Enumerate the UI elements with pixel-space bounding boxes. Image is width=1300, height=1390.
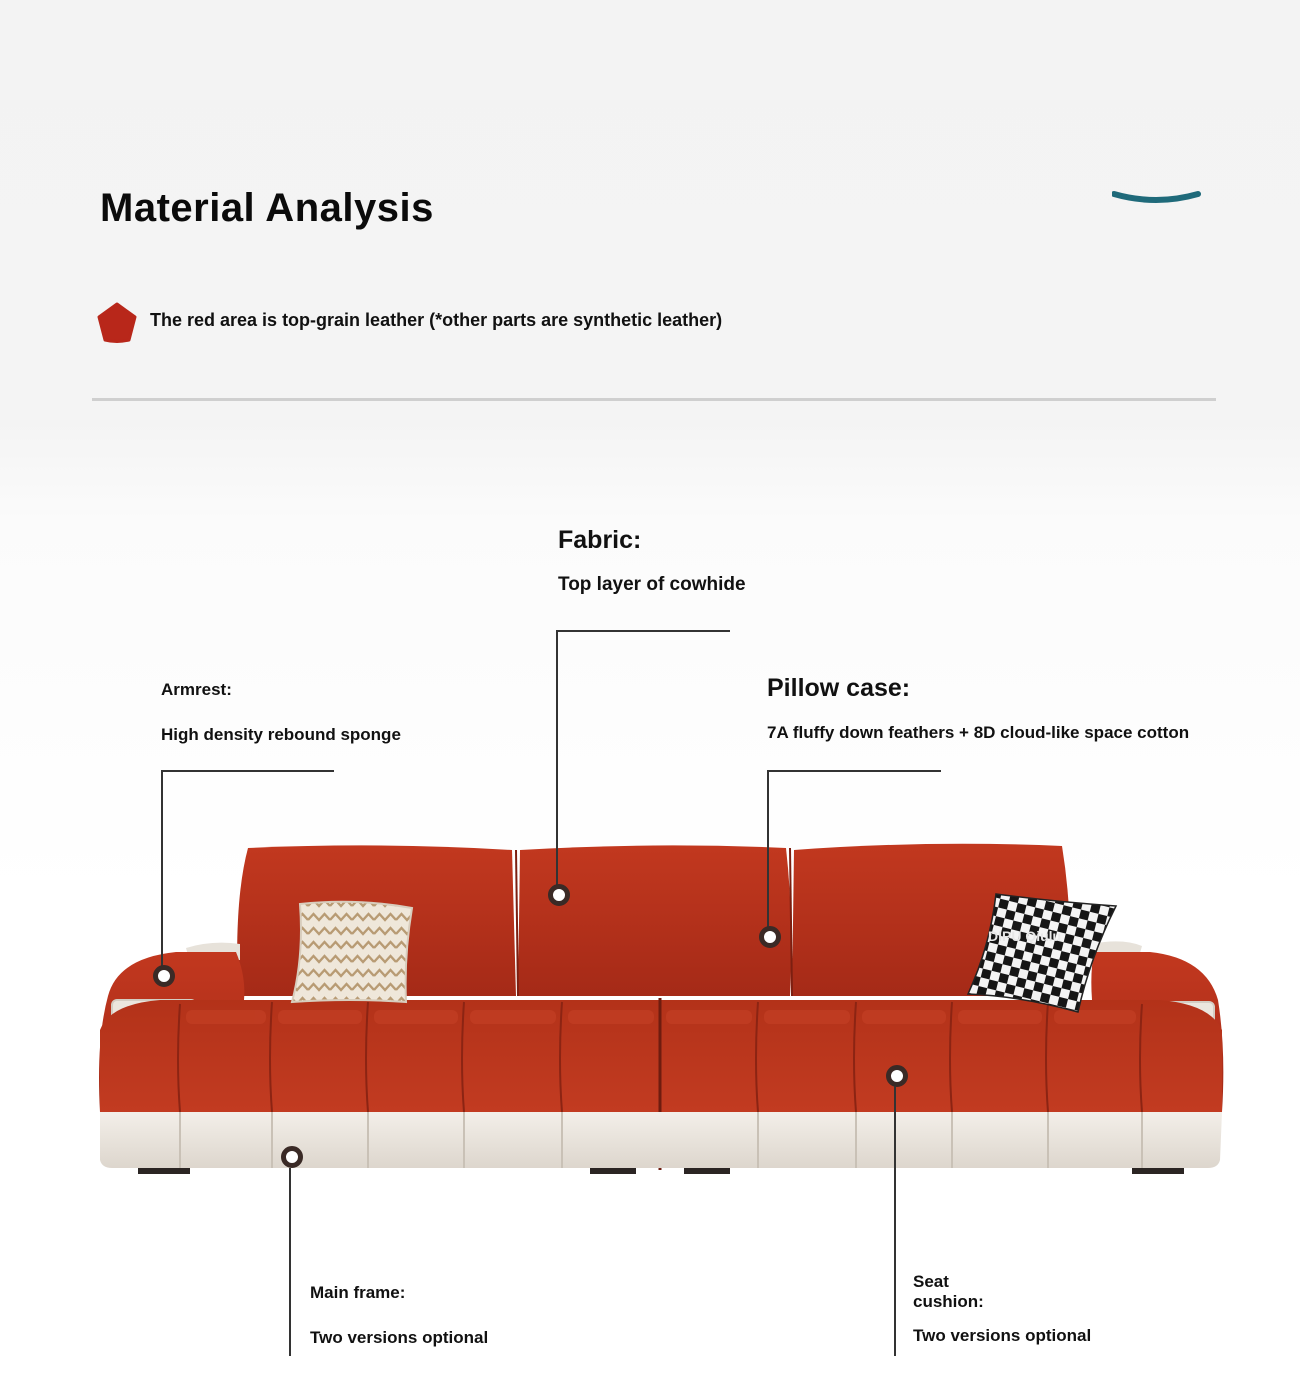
fabric-title: Fabric: bbox=[558, 526, 642, 554]
fabric-detail: Top layer of cowhide bbox=[558, 574, 746, 595]
pillow-case-title: Pillow case: bbox=[767, 674, 911, 702]
pillow-case-leader-line bbox=[767, 770, 941, 772]
main-frame-title: Main frame: bbox=[310, 1283, 406, 1302]
armrest-leader-line-vertical bbox=[161, 770, 163, 966]
brand-label: DIPU Qiulu bbox=[988, 928, 1062, 944]
fabric-marker bbox=[548, 884, 570, 906]
page-title: Material Analysis bbox=[100, 186, 434, 230]
armrest-marker bbox=[153, 965, 175, 987]
pillow-case-leader-line-vertical bbox=[767, 770, 769, 928]
seat-cushion-marker bbox=[886, 1065, 908, 1087]
seat-cushion-title: Seat cushion: bbox=[913, 1272, 984, 1311]
armrest-leader-line bbox=[161, 770, 334, 772]
main-frame-detail: Two versions optional bbox=[310, 1328, 489, 1347]
pillow-case-detail: 7A fluffy down feathers + 8D cloud-like space cotton bbox=[767, 723, 1190, 742]
main-frame-leader-line bbox=[289, 1168, 291, 1356]
seat-cushion-detail: Two versions optional bbox=[913, 1326, 1092, 1345]
legend-text: The red area is top-grain leather (*other parts are synthetic leather) bbox=[150, 310, 723, 330]
main-frame-marker bbox=[281, 1146, 303, 1168]
pillow-case-marker bbox=[759, 926, 781, 948]
armrest-title: Armrest: bbox=[161, 680, 232, 699]
seat-cushion-leader-line bbox=[894, 1086, 896, 1356]
fabric-leader-line-vertical bbox=[556, 630, 558, 886]
armrest-detail: High density rebound sponge bbox=[161, 725, 401, 744]
fabric-leader-line bbox=[556, 630, 730, 632]
